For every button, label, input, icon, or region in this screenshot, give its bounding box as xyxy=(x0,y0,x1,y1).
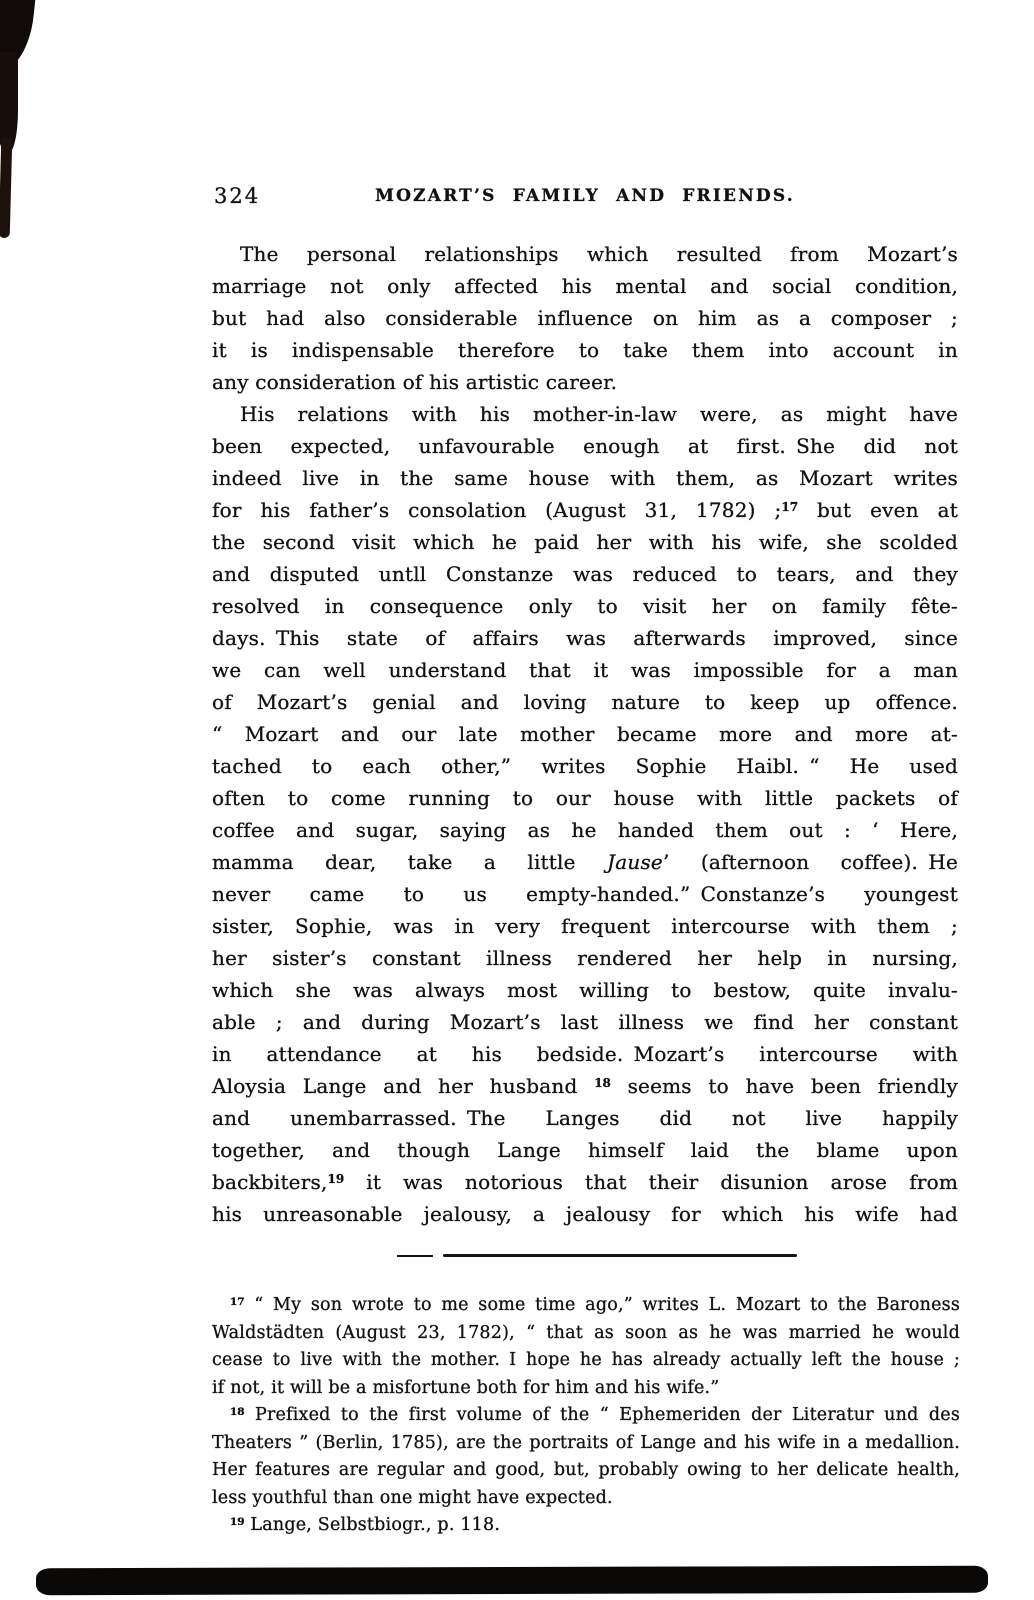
footnote-reference: 18 xyxy=(594,1076,611,1090)
text-line: marriage not only affected his mental and social condition, xyxy=(212,274,958,298)
footnotes xyxy=(212,1292,960,1540)
scan-artifact-bottom-bar xyxy=(36,1566,988,1595)
text-line: it is indispensable therefore to take them into account in xyxy=(212,338,958,362)
text-line: “ Mozart and our late mother became more and more at- xyxy=(212,722,958,746)
footnote-line: if not, it will be a misfortune both for him and his wife.” xyxy=(212,1377,720,1398)
text-line: the second visit which he paid her with his wife, she scolded xyxy=(212,530,958,554)
text-line: often to come running to our house with little packets of xyxy=(212,786,958,810)
footnote-line: Her features are regular and good, but, probably owing to her delicate health, xyxy=(212,1460,960,1480)
running-header xyxy=(212,182,958,212)
text-line: together, and though Lange himself laid the blame upon xyxy=(212,1138,958,1162)
text-line: able ; and during Mozart’s last illness we find her constant xyxy=(212,1010,958,1034)
text-line: coffee and sugar, saying as he handed them out : ‘ Here, xyxy=(212,818,958,842)
footnote-reference: 17 xyxy=(230,1295,245,1308)
footnote-line: $^{17}$ “ My son wrote to me some time ago,” writes L. Mozart to the Baroness xyxy=(230,1295,960,1315)
text-line: The personal relationships which resulted from Mozart’s xyxy=(240,242,958,266)
text-line: and unembarrassed. The Langes did not live happily xyxy=(212,1106,958,1130)
main-text xyxy=(212,238,958,1230)
footnote-separator xyxy=(397,1253,799,1258)
footnote-line: $^{18}$ Prefixed to the first volume of the “ Ephemeriden der Literatur und des xyxy=(230,1405,960,1425)
text-line: but had also considerable influence on him as a composer ; xyxy=(212,306,958,330)
footnote-reference: 17 xyxy=(781,500,799,514)
text-line: in attendance at his bedside. Mozart’s intercourse with xyxy=(212,1042,958,1066)
text-line: backbiters,$^{19}$ it was notorious that their disunion arose from xyxy=(212,1170,958,1194)
text-line: been expected, unfavourable enough at first. She did not xyxy=(212,434,958,458)
footnote-line: Waldstädten (August 23, 1782), “ that as soon as he was married he would xyxy=(212,1322,960,1343)
scan-streak xyxy=(0,138,12,238)
separator-dash xyxy=(397,1255,433,1257)
text-line: any consideration of his artistic career. xyxy=(212,370,618,394)
text-line: days. This state of affairs was afterwards improved, since xyxy=(212,626,958,650)
text-line: his unreasonable jealousy, a jealousy for which his wife had xyxy=(212,1202,958,1226)
text-line: we can well understand that it was impossible for a man xyxy=(212,658,958,682)
running-title: MOZART’S FAMILY AND FRIENDS. xyxy=(375,186,795,206)
footnote-reference: 18 xyxy=(230,1405,245,1418)
text-line: which she was always most willing to bestow, quite invalu- xyxy=(212,978,958,1002)
footnote-reference: 19 xyxy=(327,1172,345,1186)
text-line: mamma dear, take a little Jause’ (afternoon coffee). He xyxy=(212,850,958,874)
text-line: of Mozart’s genial and loving nature to keep up offence. xyxy=(212,690,958,714)
separator-line xyxy=(443,1254,797,1257)
text-line: resolved in consequence only to visit her on family fête- xyxy=(212,594,958,618)
text-line: for his father’s consolation (August 31, 1782) ;$^{17}$ but even at xyxy=(212,498,958,522)
text-line: His relations with his mother-in-law were, as might have xyxy=(240,402,958,426)
text-line: Aloysia Lange and her husband $^{18}$ seems to have been friendly xyxy=(212,1074,958,1098)
text-line: sister, Sophie, was in very frequent intercourse with them ; xyxy=(212,914,958,938)
footnote-line: cease to live with the mother. I hope he has already actually left the house ; xyxy=(212,1350,960,1370)
text-line: tached to each other,” writes Sophie Haibl. “ He used xyxy=(212,754,958,778)
text-line: indeed live in the same house with them, as Mozart writes xyxy=(212,466,958,490)
text-line: her sister’s constant illness rendered her help in nursing, xyxy=(212,946,958,970)
text-line: and disputed untll Constanze was reduced to tears, and they xyxy=(212,562,958,586)
footnote-line: less youthful than one might have expected. xyxy=(212,1487,613,1508)
footnote-line: Theaters ” (Berlin, 1785), are the portraits of Lange and his wife in a medallion. xyxy=(212,1432,960,1453)
page-number: 324 xyxy=(214,184,261,208)
text-line: never came to us empty-handed.” Constanze’s youngest xyxy=(212,882,958,906)
footnote-reference: 19 xyxy=(230,1515,245,1528)
footnote-line: $^{19}$ Lange, Selbstbiogr., p. 118. xyxy=(230,1515,501,1535)
